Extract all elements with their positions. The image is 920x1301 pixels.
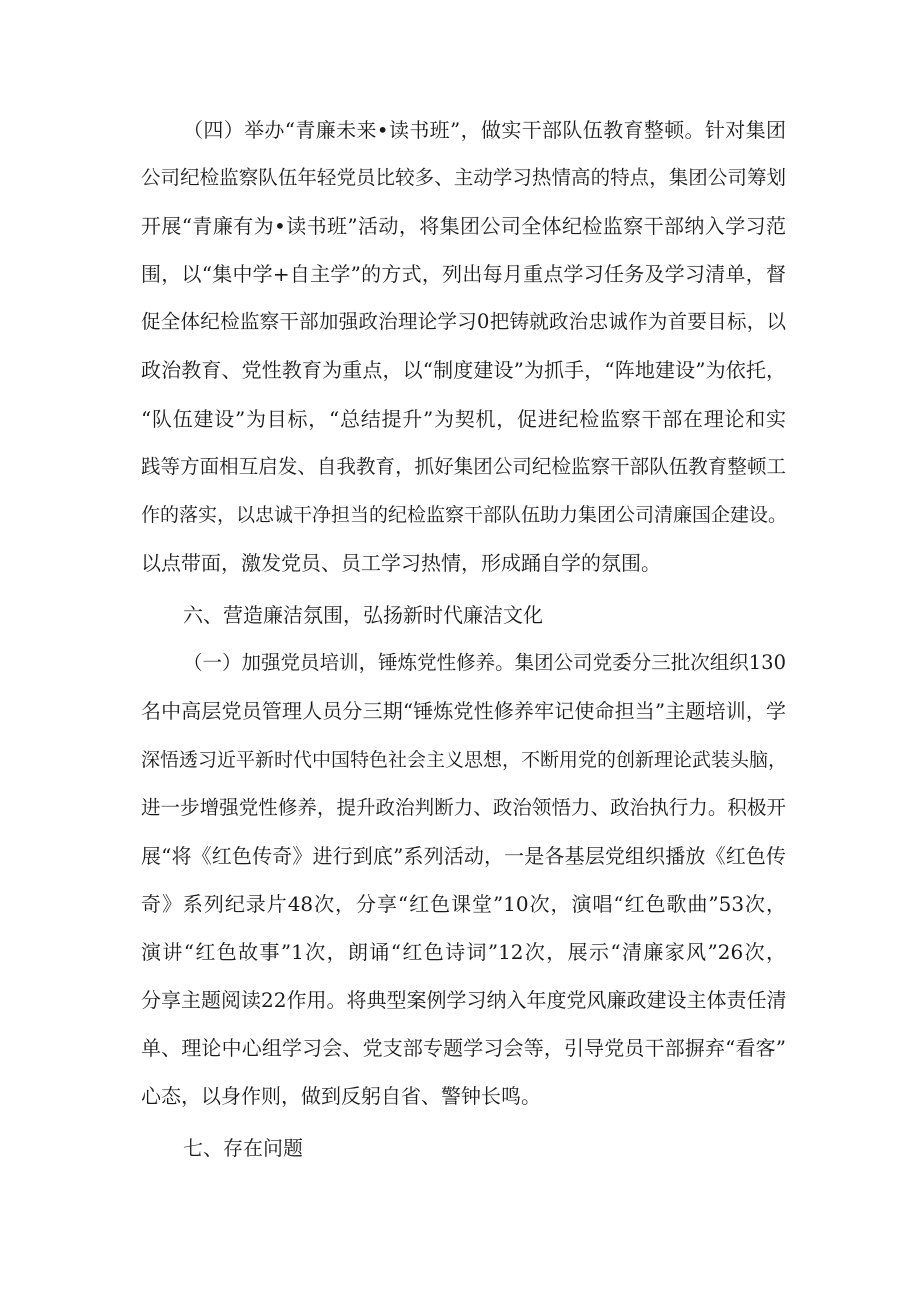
text-line: 分享主题阅读22作用。将典型案例学习纳入年度党风廉政建设主体责任清 [141, 988, 787, 1012]
text-line: 演讲“红色故事”1次，朗诵“红色诗词”12次，展示“清廉家风”26次， [141, 940, 786, 964]
section-heading-6: 六、营造廉洁氛围，弘扬新时代廉洁文化 [183, 603, 543, 627]
text-line: 促全体纪检监察干部加强政治理论学习0把铸就政治忠诚作为首要目标，以 [141, 310, 786, 333]
section-heading-7: 七、存在问题 [183, 1136, 303, 1160]
text-line: 进一步增强党性修养，提升政治判断力、政治领悟力、政治执行力。积极开 [141, 796, 786, 819]
text-line: 名中高层党员管理人员分三期“锤炼党性修养牢记使命担当”主题培训，学 [141, 699, 786, 723]
text-line: 深悟透习近平新时代中国特色社会主义思想，不断用党的创新理论武装头脑， [141, 749, 788, 771]
text-line: “队伍建设”为目标，“总结提升”为契机，促进纪检监察干部在理论和实 [141, 407, 786, 431]
text-line: 以点带面，激发党员、员工学习热情，形成踊自学的氛围。 [141, 551, 661, 575]
text-line: （一）加强党员培训，锤炼党性修养。集团公司党委分三批次组织130 [183, 651, 786, 674]
text-line: 政治教育、党性教育为重点，以“制度建设”为抓手，“阵地建设”为依托， [141, 358, 786, 382]
text-line: 践等方面相互启发、自我教育，抓好集团公司纪检监察干部队伍教育整顿工 [141, 455, 786, 478]
text-line: 围，以“集中学+自主学”的方式，列出每月重点学习任务及学习清单，督 [141, 262, 786, 286]
text-line: 作的落实，以忠诚干净担当的纪检监察干部队伍助力集团公司清廉国企建设。 [141, 504, 788, 526]
text-line: 开展“青廉有为•读书班”活动，将集团公司全体纪检监察干部纳入学习范 [141, 214, 786, 238]
text-line: 心态，以身作则，做到反躬自省、警钟长鸣。 [141, 1084, 541, 1108]
text-line: 展“将《红色传奇》进行到底”系列活动，一是各基层党组织播放《红色传 [141, 844, 786, 868]
text-line: （四）举办“青廉未来•读书班”，做实干部队伍教育整顿。针对集团 [183, 118, 786, 142]
text-line: 单、理论中心组学习会、党支部专题学习会等，引导党员干部摒弃“看客” [141, 1036, 786, 1060]
text-line: 奇》系列纪录片48次，分享“红色课堂”10次，演唱“红色歌曲”53次， [141, 892, 786, 916]
text-line: 公司纪检监察队伍年轻党员比较多、主动学习热情高的特点，集团公司筹划 [141, 166, 786, 189]
